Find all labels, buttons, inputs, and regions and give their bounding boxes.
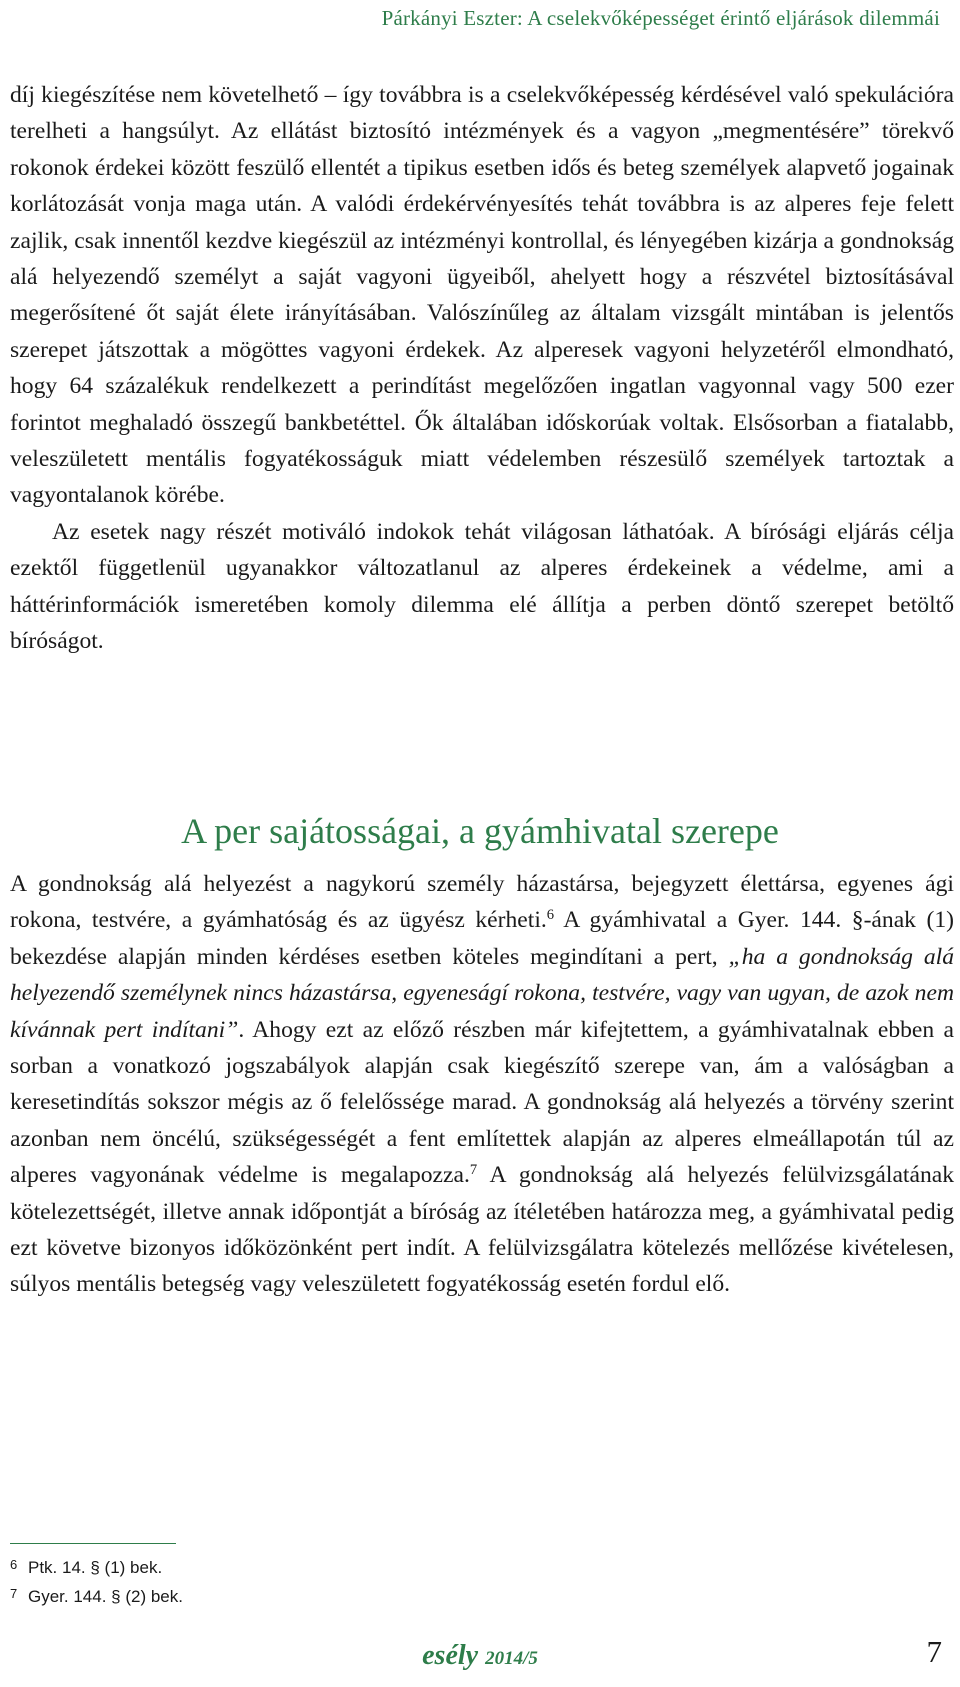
footnote-number: 7 — [10, 1586, 18, 1601]
journal-name: esély — [422, 1640, 479, 1671]
text-run: A gondnokság alá helyezés felülvizsgálatának kötelezettségét, illetve annak időpontját a bíróság az ítéletében határozza meg, a gyámhivatal pedig ezt követve bizonyos időközönként pert indít. A felülvizsgálatra kötelezés mellőzése kivételesen, súlyos mentális betegség vagy veleszületett fogyatékosság esetén fordul elő. — [10, 1162, 955, 1298]
legal-quote: „ha a gondnokság alá helyezendő személynek nincs házastársa, egyeneságí rokona, testvére, vagy van ugyan, de azok nem kívánnak pert indítani” — [10, 943, 954, 1043]
page-number: 7 — [926, 1634, 942, 1669]
footnote-item — [10, 1552, 183, 1581]
paragraph: díj kiegészítése nem követelhető – így továbbra is a cselekvőképesség kérdésével való spekulációra terelheti a hangsúlyt. Az ellátást biztosító intézmények és a vagyon „megmentésére” törekvő rokonok érdekei között feszülő ellentét a tipikus esetben idős és beteg személyek alapvető jogainak korlátozását vonja maga után. A valódi érdekérvényesítés tehát továbbra is az alperes feje felett zajlik, csak innentől kezdve kiegészül az intézményi kontrollal, és lényegében kizárja a gondnokság alá helyezendő személyt a saját vagyoni ügyeiből, ahelyett hogy a részvétel biztosításával megerősítené őt saját élete irányításában. Valószínűleg az általam vizsgált mintában is jelentős szerepet játszottak a mögöttes vagyoni érdekek. Az alperesek vagyoni helyzetéről elmondható, hogy 64 százalékuk rendelkezett a perindítást megelőzően ingatlan vagyonnal vagy 500 ezer forintot meghaladó összegű bankbetéttel. Ők általában időskorúak voltak. Elsősorban a fiatalabb, veleszületett mentális fogyatékosságuk miatt védelemben részesülő személyek tartoztak a vagyontalanok körébe. — [10, 82, 954, 509]
footnote-text: Ptk. 14. § (1) bek. — [28, 1558, 163, 1577]
paragraph: Az esetek nagy részét motiváló indokok tehát világosan láthatóak. A bírósági eljárás célja ezektől függetlenül ugyanakkor változatlanul az alperes érdekeinek a védelme, ami a háttérinformációk ismeretében komoly dilemma elé állítja a perben döntő szerepet betöltő bíróságot. — [10, 518, 954, 655]
footnote-divider — [10, 1543, 176, 1544]
text-run: A gondnokság alá helyezést a nagykorú személy házastársa, bejegyzett élettársa, egyenes ági rokona, testvére, a gyámhatóság és az ügyész kérheti. — [10, 871, 954, 934]
section-heading: A per sajátosságai, a gyámhivatal szerepe — [181, 810, 779, 851]
body-section-1 — [10, 77, 954, 660]
footnote-ref[interactable]: 6 — [546, 907, 555, 924]
journal-footer — [0, 1640, 960, 1672]
text-run: . Ahogy ezt az előző részben már kifejtettem, a gyámhivatalnak ebben a sorban a vonatkozó jogszabályok alapján csak kiegészítő szerepe van, ám a valóságban a keresetindítás sokszor mégis az ő felelőssége marad. A gondnokság alá helyezés a törvény szerint azonban nem öncélú, szükségességét a fent említettek alapján az alperes elmeállapotán túl az alperes vagyonának védelme is megalapozza. — [10, 1016, 954, 1189]
footnote-item — [10, 1581, 183, 1610]
footnote-text: Gyer. 144. § (2) bek. — [28, 1587, 183, 1606]
journal-issue: 2014/5 — [485, 1648, 538, 1669]
text-run: A gyámhivatal a Gyer. 144. §-ának (1) bekezdése alapján minden kérdéses esetben köteles megindítani a pert, — [10, 907, 954, 970]
running-header: Párkányi Eszter: A cselekvőképességet érintő eljárások dilemmái — [381, 6, 940, 30]
paragraph — [10, 866, 954, 1303]
footnote-number: 6 — [10, 1557, 18, 1572]
footnotes — [10, 1552, 183, 1610]
body-section-2 — [10, 866, 954, 1303]
footnote-ref[interactable]: 7 — [469, 1162, 478, 1179]
